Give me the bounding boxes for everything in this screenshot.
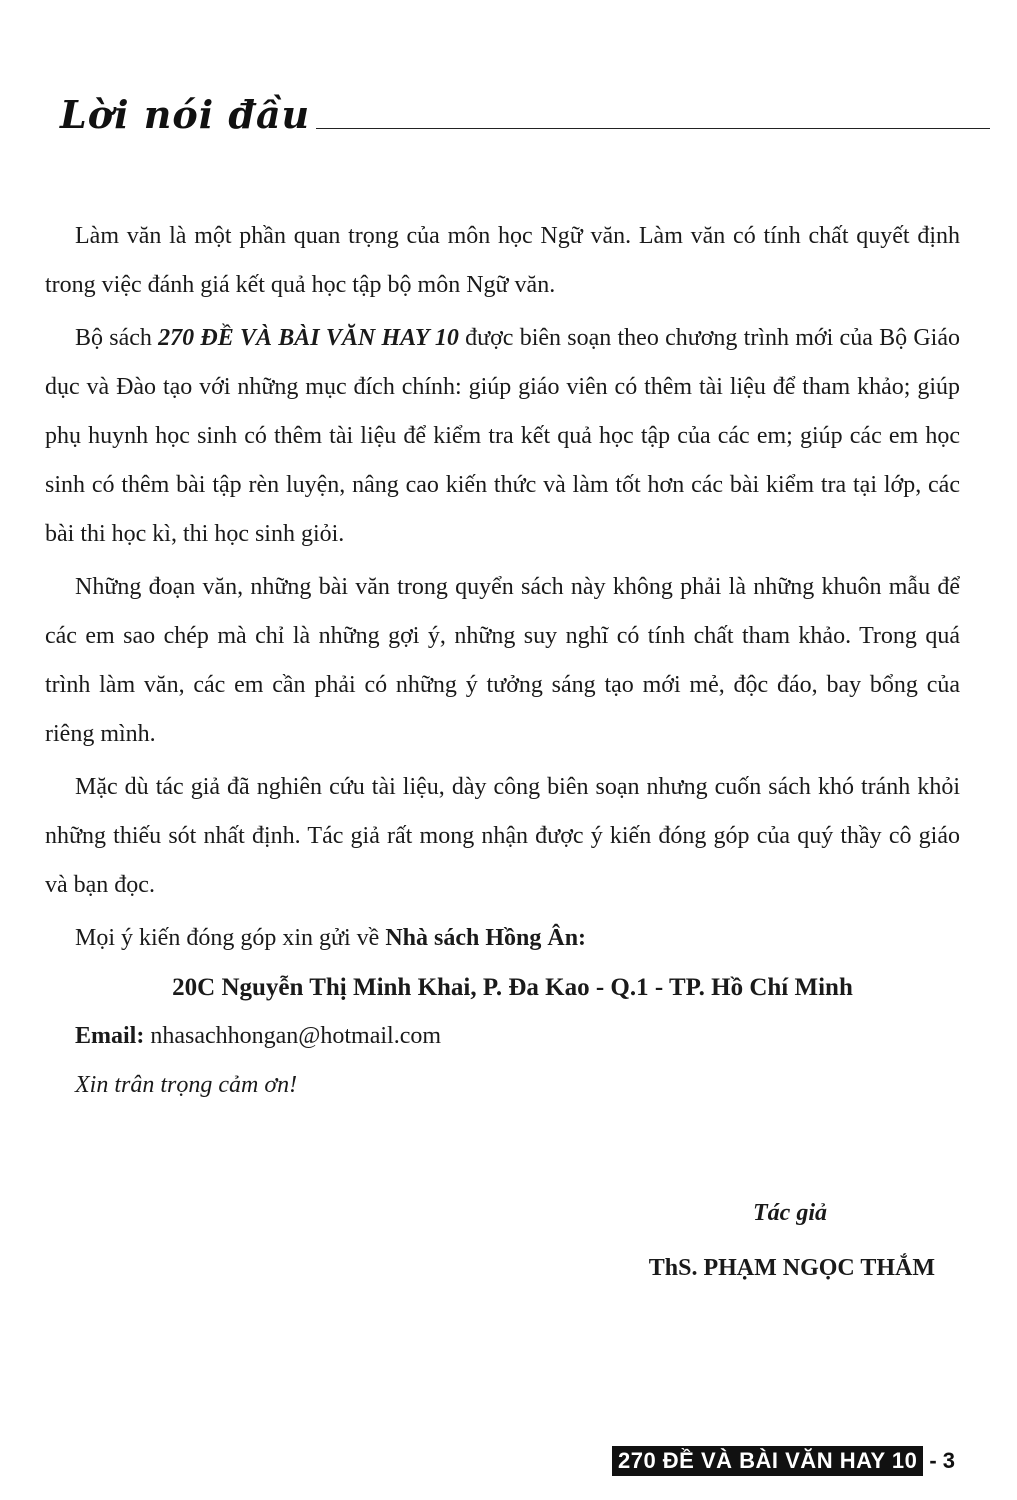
paragraph-2-start: Bộ sách <box>75 325 159 351</box>
publisher-address: 20C Nguyễn Thị Minh Khai, P. Đa Kao - Q.1 - TP. Hồ Chí Minh <box>172 974 853 1001</box>
paragraph-4: Mặc dù tác giả đã nghiên cứu tài liệu, dày công biên soạn nhưng cuốn sách khó tránh khỏi những thiếu sót nhất định. Tác giả rất mong nhận được ý kiến đóng góp của quý thầy cô giáo và bạn đọc. <box>45 774 960 898</box>
paragraph-2 <box>45 314 960 559</box>
book-title-reference: 270 ĐỀ VÀ BÀI VĂN HAY 10 <box>158 325 459 351</box>
publisher-name: Nhà sách Hồng Ân: <box>385 925 587 951</box>
contact-intro: Mọi ý kiến đóng góp xin gửi về <box>75 925 386 951</box>
closing-thanks: Xin trân trọng cảm ơn! <box>75 1072 298 1098</box>
paragraph-3: Những đoạn văn, những bài văn trong quyển sách này không phải là những khuôn mẫu để các em sao chép mà chỉ là những gợi ý, những suy nghĩ có tính chất tham khảo. Trong quá trình làm văn, các em cần phải có những ý tưởng sáng tạo mới mẻ, độc đáo, bay bổng của riêng mình. <box>45 574 960 747</box>
footer-book-title: 270 ĐỀ VÀ BÀI VĂN HAY 10 <box>612 1446 923 1476</box>
contact-intro-line <box>45 914 960 963</box>
email-line <box>45 1012 960 1061</box>
paragraph-1: Làm văn là một phần quan trọng của môn học Ngữ văn. Làm văn có tính chất quyết định trong việc đánh giá kết quả học tập bộ môn Ngữ văn. <box>45 223 960 298</box>
signature-role: Tác giả <box>753 1200 827 1226</box>
signature-name: ThS. PHẠM NGỌC THẮM <box>648 1255 935 1281</box>
email-label: Email: <box>75 1023 145 1049</box>
heading-rule <box>290 128 990 129</box>
page-title: Lời nói đầu <box>60 92 316 137</box>
paragraph-2-rest: được biên soạn theo chương trình mới của Bộ Giáo dục và Đào tạo với những mục đích chính: giúp giáo viên có thêm tài liệu để tham khảo; giúp phụ huynh học sinh có thêm tài liệu để kiểm tra kết quả học tập của các em; giúp các em học sinh có thêm bài tập rèn luyện, nâng cao kiến thức và làm tốt hơn các bài kiểm tra tại lớp, các bài thi học kì, thi học sinh giỏi. <box>45 325 960 547</box>
page-number: - 3 <box>929 1448 955 1473</box>
email-address: nhasachhongan@hotmail.com <box>144 1023 442 1049</box>
page-footer <box>612 1446 955 1476</box>
heading-block <box>60 92 990 142</box>
preface-body <box>45 212 960 1110</box>
